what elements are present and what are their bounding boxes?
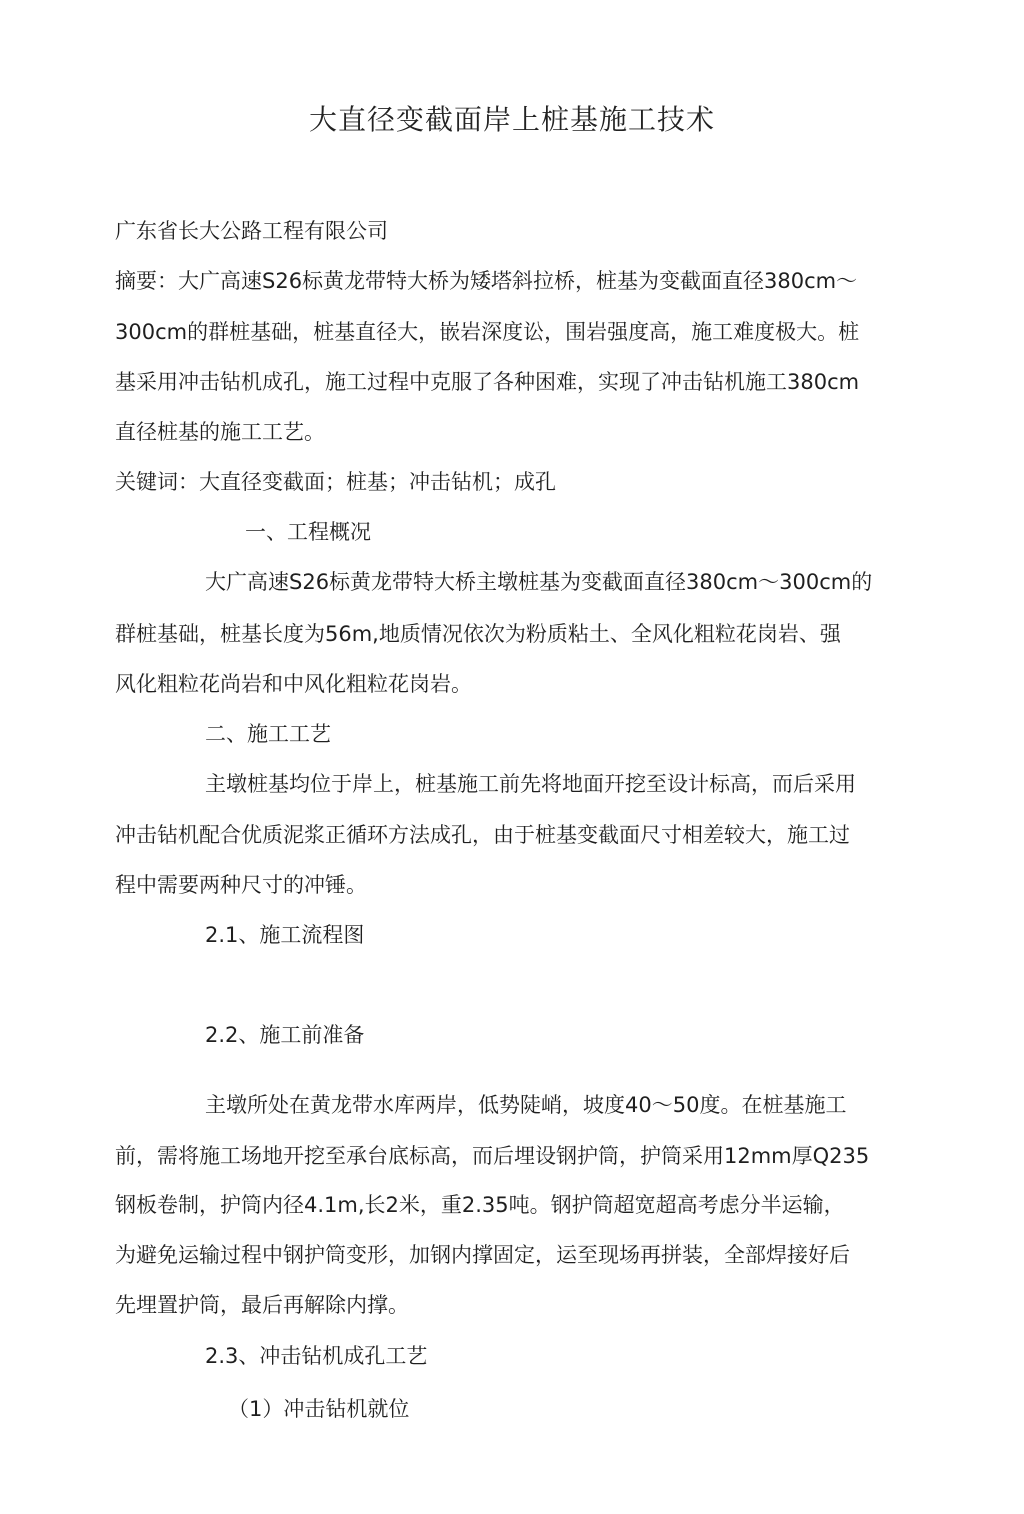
paragraph-line: 前，需将施工场地开挖至承台底标高，而后埋设钢护筒，护筒采用12mm厚Q235 [115,1144,870,1168]
abstract-line: 300cm的群桩基础，桩基直径大，嵌岩深度讼，围岩强度高，施工难度极大。桩 [115,320,860,344]
subsection-heading-flowchart: 2.1、施工流程图 [205,923,365,947]
subsection-heading-drilling: 2.3、冲击钻机成孔工艺 [205,1344,428,1368]
list-item-drill-positioning: （1）冲击钻机就位 [228,1397,410,1421]
section-heading-process: 二、施工工艺 [205,722,331,746]
paragraph-line: 钢板卷制，护筒内径4.1m,长2米，重2.35吨。钢护筒超宽超高考虑分半运输， [115,1193,845,1217]
abstract-line: 直径桩基的施工工艺。 [115,420,325,444]
paragraph-line: 风化粗粒花尚岩和中风化粗粒花岗岩。 [115,672,472,696]
subsection-heading-preparation: 2.2、施工前准备 [205,1023,365,1047]
paragraph-line: 大广高速S26标黄龙带特大桥主墩桩基为变截面直径380cm～300cm的 [205,570,873,594]
paragraph-line: 冲击钻机配合优质泥浆正循环方法成孔，由于桩基变截面尺寸相差较大，施工过 [115,823,850,847]
paragraph-line: 先埋置护筒，最后再解除内撑。 [115,1293,409,1317]
paragraph-line: 主墩桩基均位于岸上，桩基施工前先将地面幵挖至设计标高，而后采用 [205,772,856,796]
paragraph-line: 为避免运输过程中钢护筒变形，加钢内撑固定，运至现场再拼装，全部焊接好后 [115,1243,850,1267]
document-title: 大直径变截面岸上桩基施工技术 [308,103,715,136]
paragraph-line: 群桩基础，桩基长度为56m,地质情况依次为粉质粘土、全风化粗粒花岗岩、强 [115,622,841,646]
abstract-line: 基采用冲击钻机成孔，施工过程中克服了各种困难，实现了冲击钻机施工380cm [115,370,860,394]
paragraph-line: 程中需要两种尺寸的冲锤。 [115,873,367,897]
paragraph-line: 主墩所处在黄龙带水库两岸，低势陡峭，坡度40～50度。在桩基施工 [205,1093,847,1117]
company-name: 广东省长大公路工程有限公司 [115,219,388,243]
section-heading-overview: 一、工程概况 [245,520,371,544]
abstract-line: 摘要：大广高速S26标黄龙带特大桥为矮塔斜拉桥，桩基为变截面直径380cm～ [115,269,858,293]
keywords-line: 关键词：大直径变截面；桩基；冲击钻机；成孔 [115,470,556,494]
